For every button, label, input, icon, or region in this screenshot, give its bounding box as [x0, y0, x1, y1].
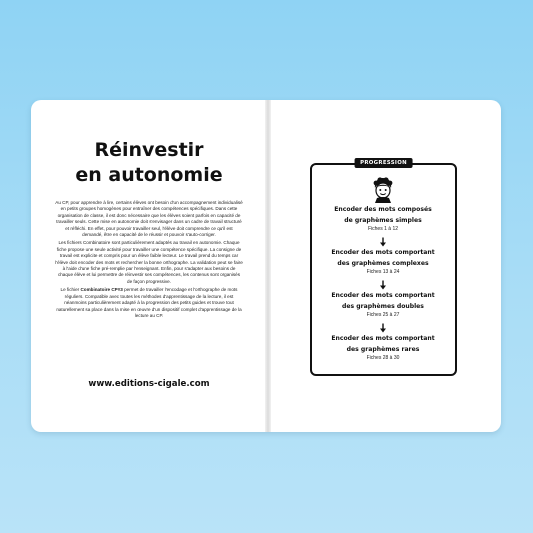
step-1: [312, 205, 454, 233]
step-3-fiches: Fiches 25 à 27: [366, 312, 400, 318]
step-3: [312, 291, 454, 319]
step-4-title: [312, 334, 454, 355]
page-title: [31, 138, 267, 188]
publisher-url: www.editions-cigale.com: [88, 379, 210, 389]
arrow-down-icon: [378, 237, 388, 247]
product-name: Combinatoire CP#3: [80, 287, 123, 293]
paragraph-3-prefix: Le fichier: [60, 287, 81, 293]
step-2-title-line-1: Encoder des mots comportant: [331, 249, 435, 256]
paragraph-3-rest: permet de travailler l'encodage et l'orthographe de mots réguliers. Compatible avec toutes les méthodes d'apprentissage de la lecture, il est néanmoins particulièrement adapté à la progression des petits guides et trouve tout naturellement sa place dans la mise en œuvre d'un dispositif complet d'apprentissage de la lecture au CP.: [56, 287, 242, 318]
step-3-title-line-1: Encoder des mots comportant: [331, 292, 435, 299]
intro-text: [55, 200, 243, 321]
progression-panel: [310, 160, 457, 376]
step-1-title-line-1: Encoder des mots composés: [334, 206, 432, 213]
step-3-title-line-2: des graphèmes doubles: [342, 302, 424, 310]
step-2-title-line-2: des graphèmes complexes: [337, 259, 429, 267]
step-1-title-line-2: de graphèmes simples: [344, 216, 422, 224]
arrow-down-icon: [378, 323, 388, 333]
step-4: [312, 334, 454, 362]
paragraph-1: Au CP, pour apprendre à lire, certains élèves ont besoin d'un accompagnement individualisé en petits groupes homogènes pour entraîner des compétences spécifiques. Dans cette organisation de classe, il est donc nécessaire que les élèves soient parfois en capacité de travailler seuls. Cette mise en autonomie doit s'envisager dans un cadre de travail structuré et réfléchi. En effet, pour pouvoir travailler seul, l'élève doit comprendre ce qu'il est demandé, être en capacité de le réussir et pouvoir s'auto-corriger.: [55, 200, 243, 238]
step-2-fiches: Fiches 13 à 24: [366, 269, 400, 275]
title-line-1: Réinvestir: [94, 139, 204, 161]
step-4-fiches: Fiches 28 à 30: [366, 355, 400, 361]
step-1-title: [312, 205, 454, 226]
paragraph-2: Les fichiers Combinatoire sont particulièrement adaptés au travail en autonomie. Chaque fiche propose une seule activité pour travailler une compétence spécifique. La consigne de travail est explicite et compris pour un élève faible lecteur. Le travail prend du temps car l'élève doit encoder des mots et rechercher la bonne orthographe. La validation peut se faire à l'aide d'une fiche pré-remplie par l'enseignant. Enfin, pour s'adapter aux besoins de chaque élève et lui permettre de réinvestir ses compétences, les contenus sont organisés de façon progressive.: [55, 240, 243, 284]
arrow-down-icon: [378, 280, 388, 290]
paragraph-3: [55, 287, 243, 319]
left-page: [31, 100, 267, 432]
step-4-title-line-1: Encoder des mots comportant: [331, 335, 435, 342]
right-page: [271, 100, 501, 432]
child-face-icon: [372, 177, 394, 203]
title-line-2: en autonomie: [75, 164, 223, 186]
step-2-title: [312, 248, 454, 269]
step-1-fiches: Fiches 1 à 12: [367, 226, 399, 232]
progression-badge: PROGRESSION: [354, 158, 413, 168]
step-2: [312, 248, 454, 276]
step-4-title-line-2: des graphèmes rares: [346, 345, 420, 353]
step-3-title: [312, 291, 454, 312]
open-booklet: [31, 100, 501, 432]
